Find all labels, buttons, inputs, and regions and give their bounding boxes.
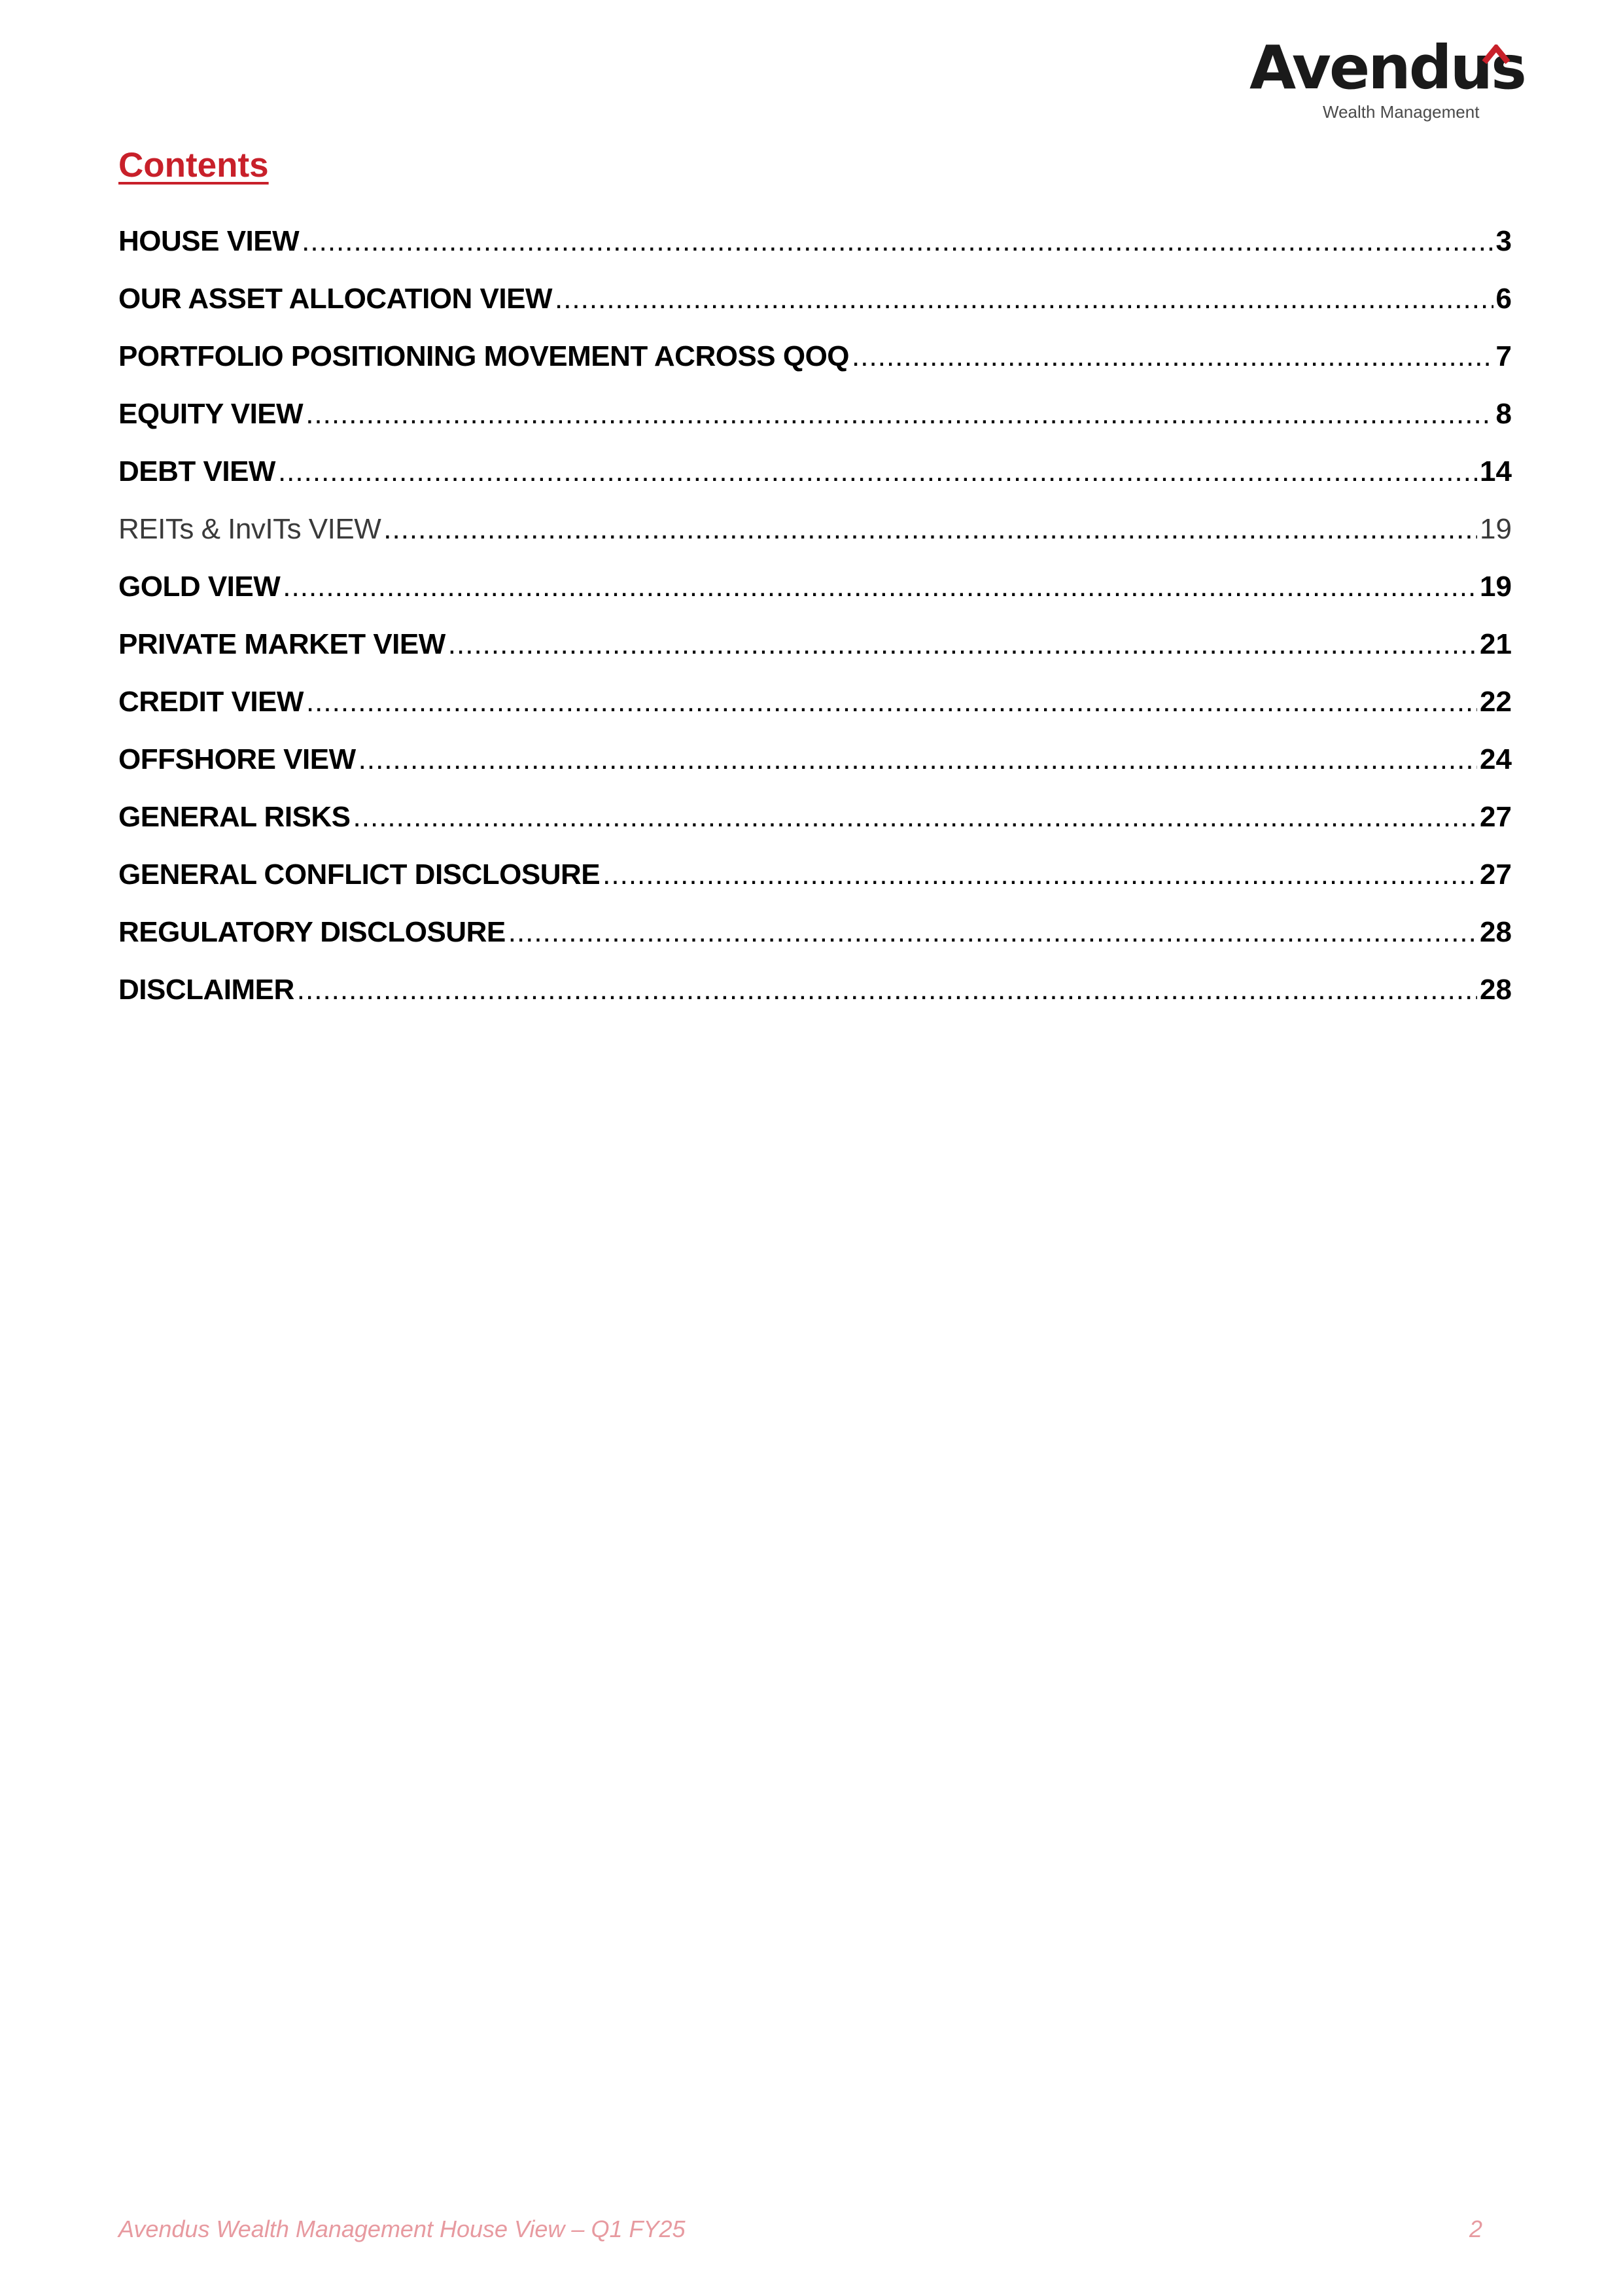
toc-entry-label: PORTFOLIO POSITIONING MOVEMENT ACROSS QOQ xyxy=(118,340,850,372)
toc-entry-label: HOUSE VIEW xyxy=(118,225,300,257)
toc-dot-leader xyxy=(555,283,1493,315)
toc-entry-disclaimer[interactable] xyxy=(118,974,1512,1031)
toc-entry-general-risks[interactable] xyxy=(118,801,1512,858)
logo-subtitle: Wealth Management xyxy=(1323,102,1480,122)
contents-heading: Contents xyxy=(118,146,269,185)
logo-wordmark: Avendus xyxy=(1249,33,1525,103)
toc-dot-leader xyxy=(358,743,1477,776)
toc-dot-leader xyxy=(306,686,1477,718)
toc-dot-leader xyxy=(302,225,1493,258)
toc-entry-page: 21 xyxy=(1480,628,1512,660)
toc-entry-page: 8 xyxy=(1495,398,1512,430)
toc-entry-page: 19 xyxy=(1480,571,1512,603)
toc-entry-page: 28 xyxy=(1480,974,1512,1006)
toc-entry-reits-invits-view[interactable] xyxy=(118,513,1512,571)
toc-entry-label: GOLD VIEW xyxy=(118,571,281,603)
company-logo xyxy=(1249,33,1525,130)
toc-dot-leader xyxy=(383,513,1477,546)
toc-dot-leader xyxy=(353,801,1478,834)
toc-entry-offshore-view[interactable] xyxy=(118,743,1512,801)
toc-entry-label: PRIVATE MARKET VIEW xyxy=(118,628,445,660)
toc-entry-page: 6 xyxy=(1495,283,1512,315)
toc-dot-leader xyxy=(305,398,1493,431)
toc-entry-house-view[interactable] xyxy=(118,225,1512,283)
toc-entry-label: CREDIT VIEW xyxy=(118,686,304,718)
toc-entry-page: 22 xyxy=(1480,686,1512,718)
toc-entry-label: REITs & InvITs VIEW xyxy=(118,513,381,545)
footer-document-title: Avendus Wealth Management House View – Q1 FY25 xyxy=(118,2216,686,2242)
toc-entry-gold-view[interactable] xyxy=(118,571,1512,628)
toc-entry-regulatory-disclosure[interactable] xyxy=(118,916,1512,974)
toc-entry-label: DISCLAIMER xyxy=(118,974,294,1006)
toc-entry-label: DEBT VIEW xyxy=(118,455,275,487)
toc-entry-page: 14 xyxy=(1480,455,1512,487)
toc-entry-label: GENERAL CONFLICT DISCLOSURE xyxy=(118,858,601,891)
toc-entry-label: GENERAL RISKS xyxy=(118,801,351,833)
toc-entry-page: 24 xyxy=(1480,743,1512,775)
toc-entry-label: OFFSHORE VIEW xyxy=(118,743,356,775)
toc-entry-page: 28 xyxy=(1480,916,1512,948)
toc-dot-leader xyxy=(602,858,1477,891)
toc-dot-leader xyxy=(278,455,1477,488)
toc-entry-general-conflict-disclosure[interactable] xyxy=(118,858,1512,916)
toc-entry-debt-view[interactable] xyxy=(118,455,1512,513)
toc-entry-page: 27 xyxy=(1480,858,1512,891)
toc-entry-credit-view[interactable] xyxy=(118,686,1512,743)
toc-dot-leader xyxy=(852,340,1493,373)
toc-dot-leader xyxy=(448,628,1477,661)
toc-entry-equity-view[interactable] xyxy=(118,398,1512,455)
logo-caret-icon xyxy=(1482,44,1510,64)
toc-entry-page: 19 xyxy=(1480,513,1512,545)
table-of-contents xyxy=(118,225,1512,1031)
toc-entry-label: EQUITY VIEW xyxy=(118,398,304,430)
toc-entry-label: REGULATORY DISCLOSURE xyxy=(118,916,506,948)
toc-entry-portfolio-positioning[interactable] xyxy=(118,340,1512,398)
toc-entry-asset-allocation-view[interactable] xyxy=(118,283,1512,340)
toc-entry-page: 27 xyxy=(1480,801,1512,833)
toc-entry-page: 3 xyxy=(1495,225,1512,257)
footer-page-number: 2 xyxy=(1469,2216,1483,2242)
toc-entry-page: 7 xyxy=(1495,340,1512,372)
toc-dot-leader xyxy=(508,916,1477,949)
toc-entry-private-market-view[interactable] xyxy=(118,628,1512,686)
toc-dot-leader xyxy=(297,974,1477,1006)
toc-entry-label: OUR ASSET ALLOCATION VIEW xyxy=(118,283,552,315)
toc-dot-leader xyxy=(283,571,1477,603)
